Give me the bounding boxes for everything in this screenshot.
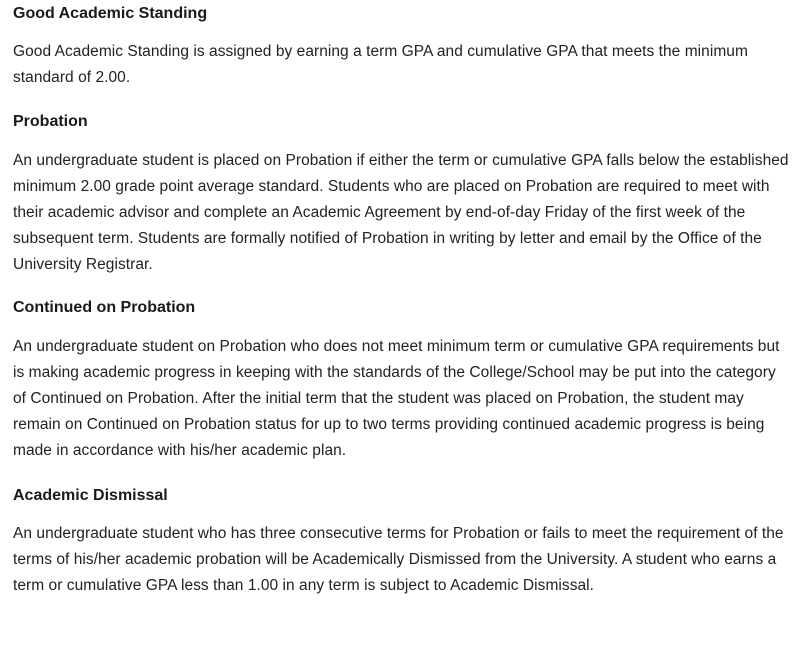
section-heading: Continued on Probation	[13, 299, 196, 316]
section-continued-on-probation	[13, 297, 789, 464]
section-heading: Good Academic Standing	[13, 5, 208, 22]
section-paragraph: Good Academic Standing is assigned by earning a term GPA and cumulative GPA that meets the minimum standard of 2.00.	[13, 43, 748, 86]
section-heading: Probation	[13, 113, 88, 130]
section-good-academic-standing	[13, 0, 789, 91]
section-academic-dismissal	[13, 485, 789, 599]
section-heading: Academic Dismissal	[13, 487, 168, 504]
section-paragraph: An undergraduate student is placed on Probation if either the term or cumulative GPA falls below the established minimum 2.00 grade point average standard. Students who are placed on Probation are required to meet with their academic advisor and complete an Academic Agreement by end-of-day Friday of the first week of the subsequent term. Students are formally notified of Probation in writing by letter and email by the Office of the University Registrar.	[13, 152, 789, 273]
section-paragraph: An undergraduate student on Probation who does not meet minimum term or cumulative GPA requirements but is making academic progress in keeping with the standards of the College/School may be put into the category of Continued on Probation. After the initial term that the student was placed on Probation, the student may remain on Continued on Probation status for up to two terms providing continued academic progress is being made in accordance with his/her academic plan.	[13, 338, 780, 459]
section-paragraph: An undergraduate student who has three consecutive terms for Probation or fails to meet the requirement of the terms of his/her academic probation will be Academically Dismissed from the University. A student who earns a term or cumulative GPA less than 1.00 in any term is subject to Academic Dismissal.	[13, 525, 784, 594]
section-probation	[13, 111, 789, 278]
